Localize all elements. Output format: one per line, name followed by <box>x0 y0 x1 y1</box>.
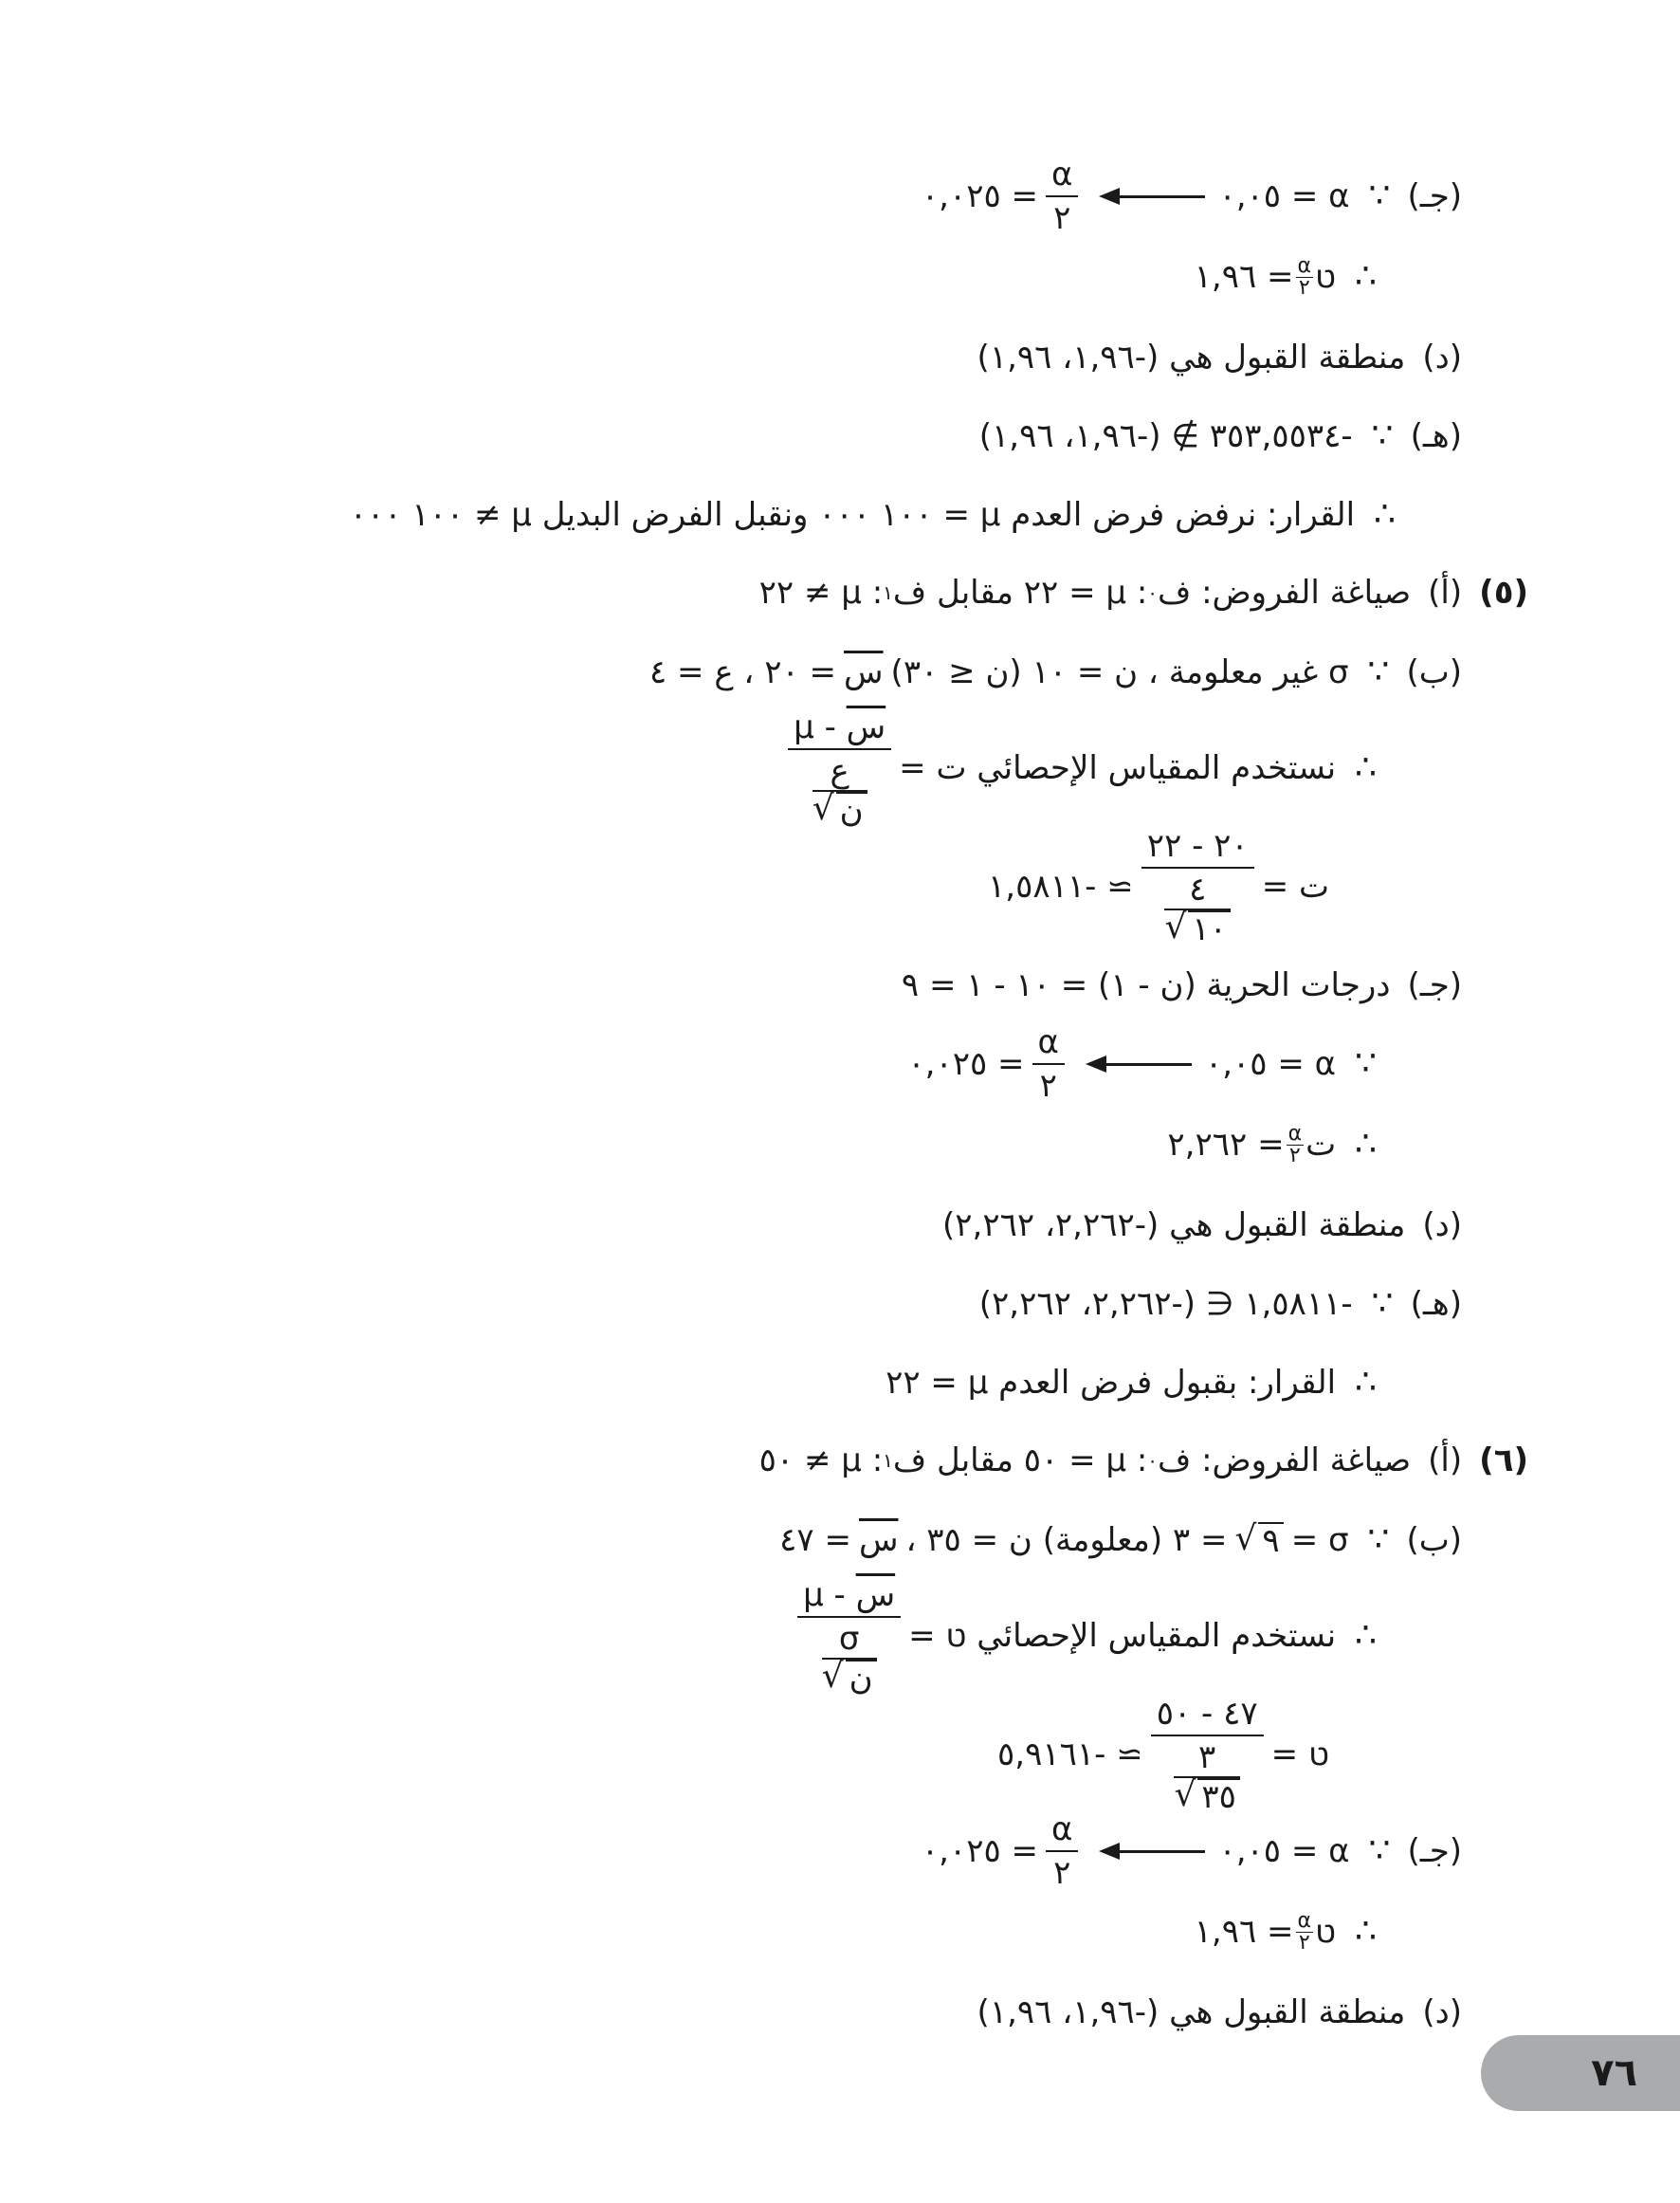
z-equals: ט = <box>1270 1735 1329 1773</box>
radicand: ٩ <box>1258 1522 1283 1558</box>
sqrt-9: ٩ √ <box>1234 1522 1283 1558</box>
z-computation-fraction <box>1151 1695 1264 1814</box>
critical-value: = ١,٩٦ <box>1194 258 1294 296</box>
hypothesis-text-b: : μ = ٥٠ مقابل ف <box>892 1441 1148 1479</box>
line-acceptance-region-2 <box>942 1200 1462 1251</box>
subscript-fraction <box>1296 253 1314 300</box>
line-acceptance-region-1 <box>977 332 1462 383</box>
subscript-numerator: α <box>1297 1908 1312 1933</box>
line-critical-z-2 <box>1195 1906 1377 1957</box>
radicand: ن <box>846 1660 877 1696</box>
acceptance-region-text: منطقة القبول هي (-١,٩٦، ١,٩٦) <box>977 339 1406 376</box>
therefore-symbol: ∴ <box>1355 1125 1377 1164</box>
arrow-icon <box>1099 1843 1205 1860</box>
z-result: ≃ -٥,٩١٦١ <box>997 1735 1143 1773</box>
because-symbol: ∵ <box>1367 652 1390 691</box>
radicand: ٣٥ <box>1197 1778 1240 1814</box>
line-hypotheses-6 <box>759 1435 1528 1486</box>
radicand: ١٠ <box>1188 910 1231 946</box>
sample-mean-symbol: س <box>846 708 886 746</box>
line-degrees-freedom <box>902 960 1462 1011</box>
alpha-half-value: = ٠,٠٢٥ <box>921 1832 1039 1870</box>
item-label: (د) <box>1422 339 1462 376</box>
therefore-symbol: ∴ <box>1355 748 1377 787</box>
line-given-6 <box>779 1515 1462 1566</box>
std-deviation-symbol: ع <box>830 752 849 790</box>
degrees-freedom-text: درجات الحرية (ن - ١) = ١٠ - ١ = ٩ <box>901 966 1391 1004</box>
alpha-half-fraction <box>1046 1810 1078 1892</box>
fraction-numerator: ٢٠ - ٢٢ <box>1146 827 1249 865</box>
t-result: ≃ -١,٥٨١١ <box>988 868 1134 906</box>
fraction-denominator: ٢ <box>1053 1854 1071 1892</box>
line-test-statistic-check-1 <box>979 411 1462 462</box>
line-acceptance-region-3 <box>977 1987 1462 2038</box>
sqrt-10: ١٠ √ <box>1164 910 1230 946</box>
item-label: (هـ) <box>1410 417 1462 455</box>
null-subscript: ٠ <box>1147 1449 1159 1472</box>
therefore-symbol: ∴ <box>1355 1616 1377 1655</box>
sqrt-n: ن √ <box>822 1660 877 1696</box>
line-critical-t <box>1167 1119 1377 1170</box>
hypothesis-text-b: : μ = ٢٢ مقابل ف <box>892 574 1148 612</box>
arrow-icon <box>1099 188 1205 205</box>
because-symbol: ∵ <box>1371 1284 1394 1323</box>
therefore-symbol: ∴ <box>1355 1363 1377 1402</box>
therefore-symbol: ∴ <box>1355 1912 1377 1951</box>
alpha-value: α = ٠,٠٥ <box>1218 177 1350 215</box>
arrow-icon <box>1086 1056 1192 1073</box>
alpha-half-value: = ٠,٠٢٥ <box>921 177 1039 215</box>
page-number: ٧٦ <box>1591 2051 1637 2095</box>
alpha-half-fraction <box>1046 156 1078 237</box>
fraction-numerator: ٤٧ - ٥٠ <box>1156 1695 1258 1733</box>
critical-value: = ١,٩٦ <box>1194 1913 1294 1951</box>
z-variable: ט <box>1315 1913 1337 1951</box>
null-subscript: ٠ <box>1147 581 1159 604</box>
fraction-numerator: α <box>1037 1023 1059 1061</box>
t-formula-fraction <box>788 708 891 828</box>
subscript-numerator: α <box>1297 253 1312 278</box>
line-given-5 <box>649 647 1462 698</box>
subscript-denominator: ٢ <box>1298 1930 1310 1955</box>
fraction-numerator: α <box>1051 156 1073 193</box>
subscript-denominator: ٢ <box>1298 275 1310 300</box>
line-t-statistic-formula <box>780 707 1377 830</box>
therefore-symbol: ∴ <box>1355 257 1377 296</box>
question-number: (٦) <box>1479 1441 1528 1479</box>
line-critical-z-1 <box>1195 251 1377 303</box>
alpha-value: α = ٠,٠٥ <box>1204 1045 1337 1083</box>
item-label: (أ) <box>1428 574 1463 612</box>
given-text-a: σ غير معلومة ، ن = ١٠ (ن ≤ ٣٠) <box>890 653 1349 691</box>
therefore-symbol: ∴ <box>1374 495 1396 534</box>
line-hypotheses-5 <box>759 567 1528 618</box>
because-symbol: ∵ <box>1368 176 1391 215</box>
sample-mean-symbol: س <box>858 1521 899 1559</box>
page-number-badge <box>1481 2035 1680 2111</box>
fraction-denominator: ٢ <box>1053 199 1071 237</box>
line-t-computation <box>988 825 1329 948</box>
item-label: (هـ) <box>1410 1285 1462 1323</box>
item-label: (ب) <box>1406 653 1462 691</box>
t-equals: ت = <box>1261 868 1329 906</box>
fraction-denominator: ٢ <box>1039 1067 1057 1105</box>
given-text-c: = ٤٧ <box>779 1521 851 1559</box>
item-label: (أ) <box>1428 1441 1463 1479</box>
given-text-b: = ٣ (معلومة) ن = ٣٥ ، <box>905 1521 1228 1559</box>
hypothesis-text-a: صياغة الفروض: ف <box>1158 1441 1412 1479</box>
fraction-numerator: α <box>1051 1810 1073 1848</box>
line-test-statistic-check-2 <box>979 1278 1462 1330</box>
sigma-symbol: σ <box>838 1620 860 1658</box>
t-computation-fraction <box>1141 827 1254 946</box>
t-variable: ت <box>1306 1126 1337 1164</box>
because-symbol: ∵ <box>1355 1044 1377 1083</box>
subscript-denominator: ٢ <box>1288 1143 1301 1167</box>
alt-subscript: ١ <box>883 581 893 604</box>
alpha-half-value: = ٠,٠٢٥ <box>907 1045 1025 1083</box>
critical-value: = ٢,٢٦٢ <box>1167 1126 1285 1164</box>
minus-mu: - μ <box>794 708 836 746</box>
given-text-a: σ = <box>1290 1521 1349 1559</box>
because-symbol: ∵ <box>1367 1520 1390 1559</box>
line-alpha-half-2 <box>907 1023 1377 1105</box>
hypothesis-text-c: : μ ≠ ٢٢ <box>758 574 884 612</box>
alt-subscript: ١ <box>883 1449 893 1472</box>
item-label: (جـ) <box>1407 1832 1462 1870</box>
fraction-sigma: ٣ <box>1198 1738 1216 1776</box>
line-decision-2 <box>886 1357 1377 1408</box>
because-symbol: ∵ <box>1371 416 1394 455</box>
membership-text: -٣٥٣,٥٥٣٤ ∌ (-١,٩٦، ١,٩٦) <box>978 417 1353 455</box>
subscript-fraction <box>1287 1121 1305 1167</box>
acceptance-region-text: منطقة القبول هي (-١,٩٦، ١,٩٦) <box>977 1993 1406 2031</box>
line-alpha-half-1 <box>921 156 1462 237</box>
formula-intro: نستخدم المقياس الإحصائي ت = <box>899 749 1337 787</box>
decision-text: القرار: بقبول فرض العدم μ = ٢٢ <box>886 1364 1337 1402</box>
hypothesis-text-a: صياغة الفروض: ف <box>1158 574 1412 612</box>
decision-text: القرار: نرفض فرض العدم μ = ١٠٠ ٠٠٠ ونقبل الفرض البديل μ ≠ ١٠٠ ٠٠٠ <box>349 496 1356 534</box>
fraction-std: ٤ <box>1189 871 1207 909</box>
sample-mean-symbol: س <box>855 1576 896 1614</box>
item-label: (ب) <box>1406 1521 1462 1559</box>
line-z-statistic-formula <box>790 1574 1377 1698</box>
because-symbol: ∵ <box>1368 1831 1391 1870</box>
z-formula-fraction <box>797 1576 901 1696</box>
line-z-computation <box>997 1693 1329 1816</box>
item-label: (د) <box>1422 1206 1462 1244</box>
question-number: (٥) <box>1479 574 1528 612</box>
subscript-numerator: α <box>1287 1121 1303 1146</box>
hypothesis-text-c: : μ ≠ ٥٠ <box>758 1441 884 1479</box>
radicand: ن <box>836 792 867 828</box>
alpha-value: α = ٠,٠٥ <box>1218 1832 1350 1870</box>
alpha-half-fraction <box>1032 1023 1065 1105</box>
formula-intro: نستخدم المقياس الإحصائي ט = <box>908 1617 1337 1655</box>
given-text-b: = ٢٠ ، ع = ٤ <box>648 653 837 691</box>
item-label: (جـ) <box>1407 966 1462 1004</box>
subscript-fraction <box>1296 1908 1314 1955</box>
sqrt-35: ٣٥ √ <box>1174 1778 1239 1814</box>
sqrt-n: ن √ <box>813 792 867 828</box>
line-decision-1 <box>350 489 1396 541</box>
line-alpha-half-3 <box>921 1810 1462 1892</box>
sample-mean-symbol: س <box>844 653 884 691</box>
membership-text: -١,٥٨١١ ∈ (-٢,٢٦٢، ٢,٢٦٢) <box>978 1285 1353 1323</box>
z-variable: ט <box>1315 258 1337 296</box>
acceptance-region-text: منطقة القبول هي (-٢,٢٦٢، ٢,٢٦٢) <box>942 1206 1406 1244</box>
item-label: (جـ) <box>1407 177 1462 215</box>
item-label: (د) <box>1422 1993 1462 2031</box>
minus-mu: - μ <box>803 1576 846 1614</box>
